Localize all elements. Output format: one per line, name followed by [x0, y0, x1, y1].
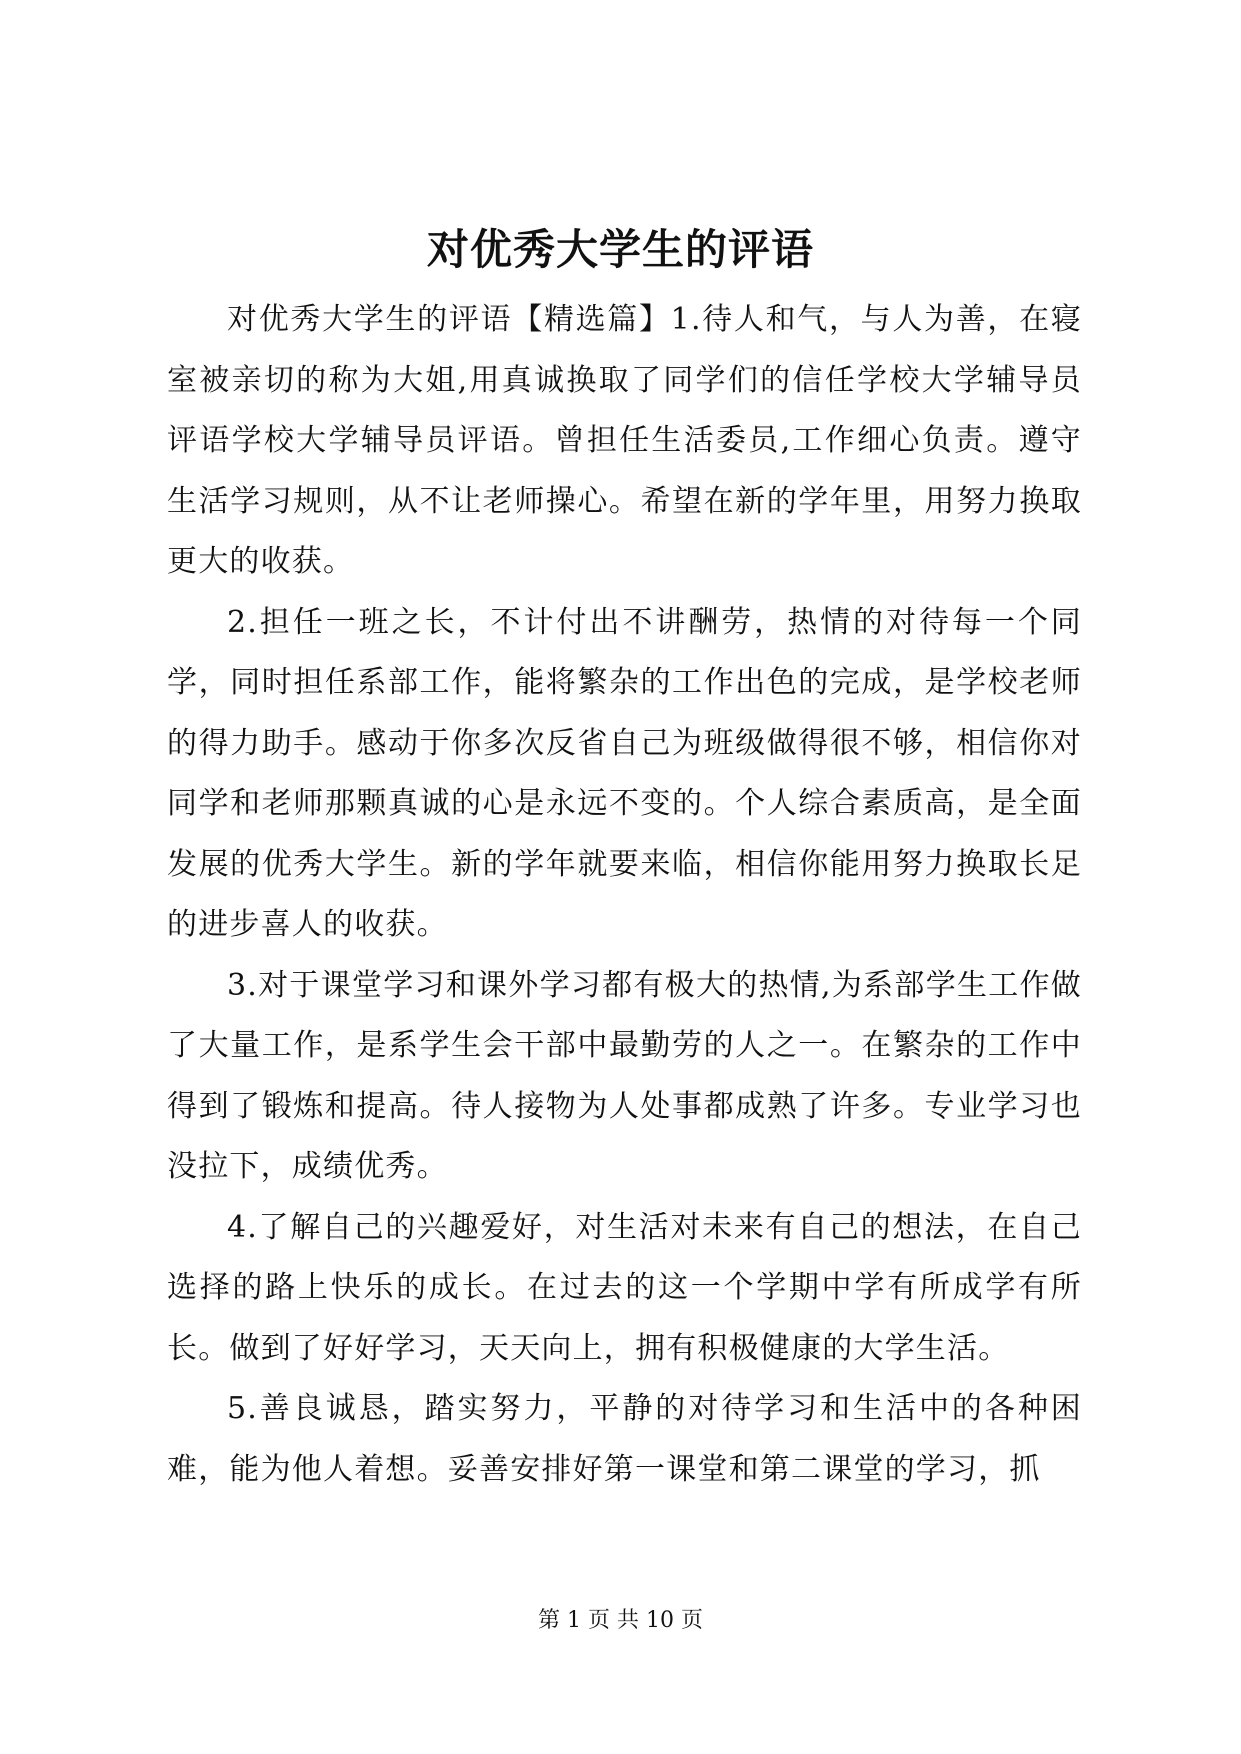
paragraph-1: 对优秀大学生的评语【精选篇】1.待人和气，与人为善，在寝室被亲切的称为大姐,用真诚换取了同学们的信任学校大学辅导员评语学校大学辅导员评语。曾担任生活委员,工作细心负责。遵守生活学习规则，从不让老师操心。希望在新的学年里，用努力换取更大的收获。	[167, 302, 1082, 579]
paragraph-4: 4.了解自己的兴趣爱好，对生活对未来有自己的想法，在自己选择的路上快乐的成长。在过去的这一个学期中学有所成学有所长。做到了好好学习，天天向上，拥有积极健康的大学生活。	[167, 1209, 1082, 1366]
page-footer: 第 1 页 共 10 页	[538, 1608, 703, 1633]
document-title: 对优秀大学生的评语	[426, 225, 814, 274]
paragraph-2: 2.担任一班之长，不计付出不讲酬劳，热情的对待每一个同学，同时担任系部工作，能将繁杂的工作出色的完成，是学校老师的得力助手。感动于你多次反省自己为班级做得很不够，相信你对同学和老师那颗真诚的心是永远不变的。个人综合素质高，是全面发展的优秀大学生。新的学年就要来临，相信你能用努力换取长足的进步喜人的收获。	[167, 604, 1082, 942]
paragraph-3: 3.对于课堂学习和课外学习都有极大的热情,为系部学生工作做了大量工作，是系学生会干部中最勤劳的人之一。在繁杂的工作中得到了锻炼和提高。待人接物为人处事都成熟了许多。专业学习也没拉下，成绩优秀。	[167, 967, 1082, 1184]
document-body	[167, 290, 1082, 1500]
paragraph-5: 5.善良诚恳，踏实努力，平静的对待学习和生活中的各种困难，能为他人着想。妥善安排好第一课堂和第二课堂的学习，抓	[167, 1391, 1082, 1487]
